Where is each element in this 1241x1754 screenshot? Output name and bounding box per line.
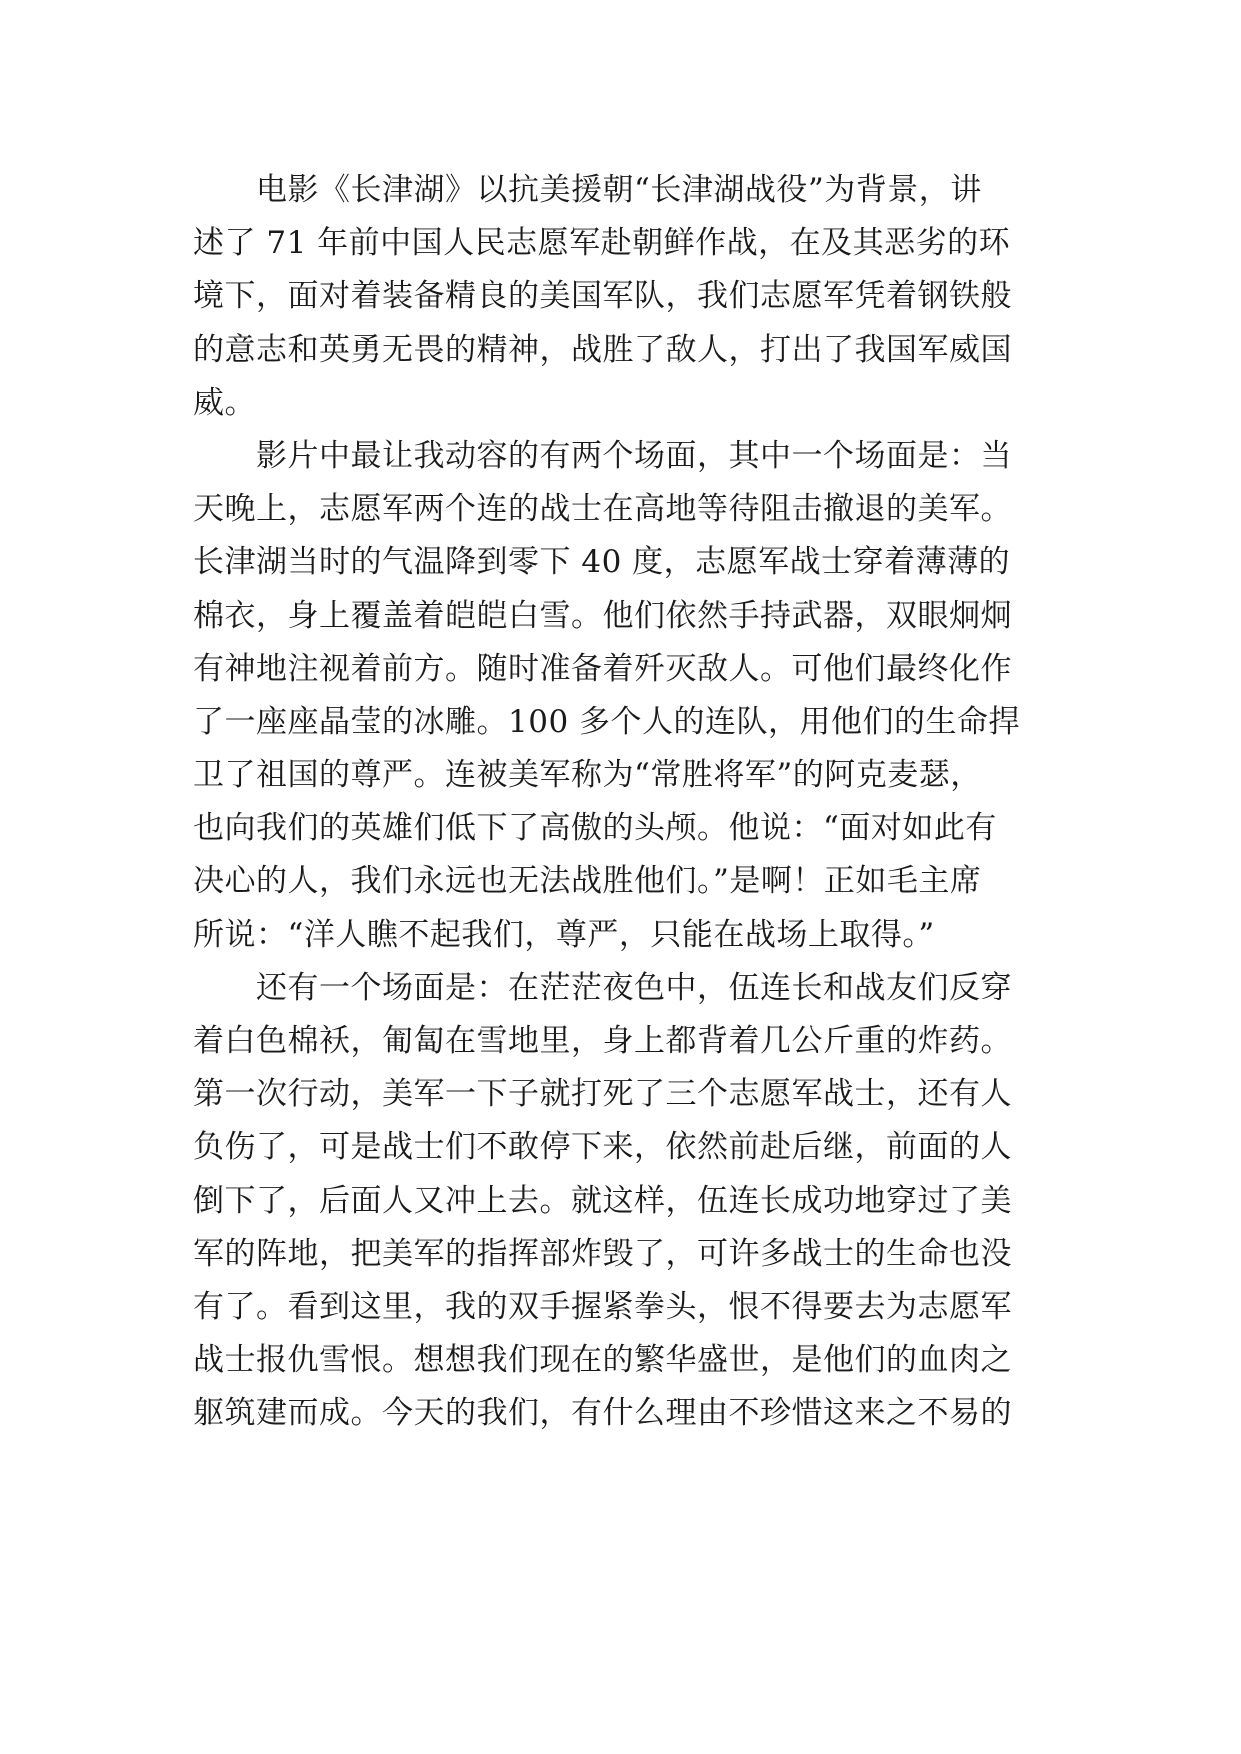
text-line: 所说：“洋人瞧不起我们，尊严，只能在战场上取得。” (193, 916, 935, 953)
text-line: 负伤了，可是战士们不敢停下来，依然前赴后继，前面的人 (193, 1129, 1012, 1166)
text-line: 也向我们的英雄们低下了高傲的头颅。他说：“面对如此有 (193, 810, 997, 847)
text-line: 棉衣，身上覆盖着皑皑白雪。他们依然手持武器，双眼炯炯 (193, 597, 1012, 634)
text-line: 电影《长津湖》以抗美援朝“长津湖战役”为背景，讲 (193, 172, 982, 208)
text-line: 影片中最让我动容的有两个场面，其中一个场面是：当 (193, 437, 1012, 474)
text-line: 的意志和英勇无畏的精神，战胜了敌人，打出了我国军威国 (193, 331, 1012, 368)
text-line: 长津湖当时的气温降到零下 40 度，志愿军战士穿着薄薄的 (193, 544, 1011, 581)
text-line: 战士报仇雪恨。想想我们现在的繁华盛世，是他们的血肉之 (193, 1342, 1012, 1379)
text-line: 境下，面对着装备精良的美国军队，我们志愿军凭着钢铁般 (193, 278, 1012, 315)
text-line: 第一次行动，美军一下子就打死了三个志愿军战士，还有人 (193, 1076, 1012, 1113)
text-line: 有神地注视着前方。随时准备着歼灭敌人。可他们最终化作 (193, 650, 1012, 687)
text-line: 威。 (193, 384, 256, 421)
text-line: 卫了祖国的尊严。连被美军称为“常胜将军”的阿克麦瑟， (193, 757, 982, 794)
text-line: 述了 71 年前中国人民志愿军赴朝鲜作战，在及其恶劣的环 (193, 225, 1011, 262)
text-line: 倒下了，后面人又冲上去。就这样，伍连长成功地穿过了美 (193, 1182, 1012, 1219)
text-line: 躯筑建而成。今天的我们，有什么理由不珍惜这来之不易的 (193, 1395, 1012, 1432)
essay-body (193, 164, 1053, 1441)
text-line: 了一座座晶莹的冰雕。100 多个人的连队，用他们的生命捍 (193, 703, 1021, 740)
text-line: 军的阵地，把美军的指挥部炸毁了，可许多战士的生命也没 (193, 1235, 1012, 1272)
text-line: 还有一个场面是：在茫茫夜色中，伍连长和战友们反穿 (193, 969, 1012, 1006)
text-line: 着白色棉袄，匍匐在雪地里，身上都背着几公斤重的炸药。 (193, 1023, 1012, 1059)
text-line: 天晚上，志愿军两个连的战士在高地等待阻击撤退的美军。 (193, 491, 1012, 528)
text-line: 有了。看到这里，我的双手握紧拳头，恨不得要去为志愿军 (193, 1288, 1012, 1325)
text-line: 决心的人，我们永远也无法战胜他们。”是啊！正如毛主席 (193, 863, 982, 900)
